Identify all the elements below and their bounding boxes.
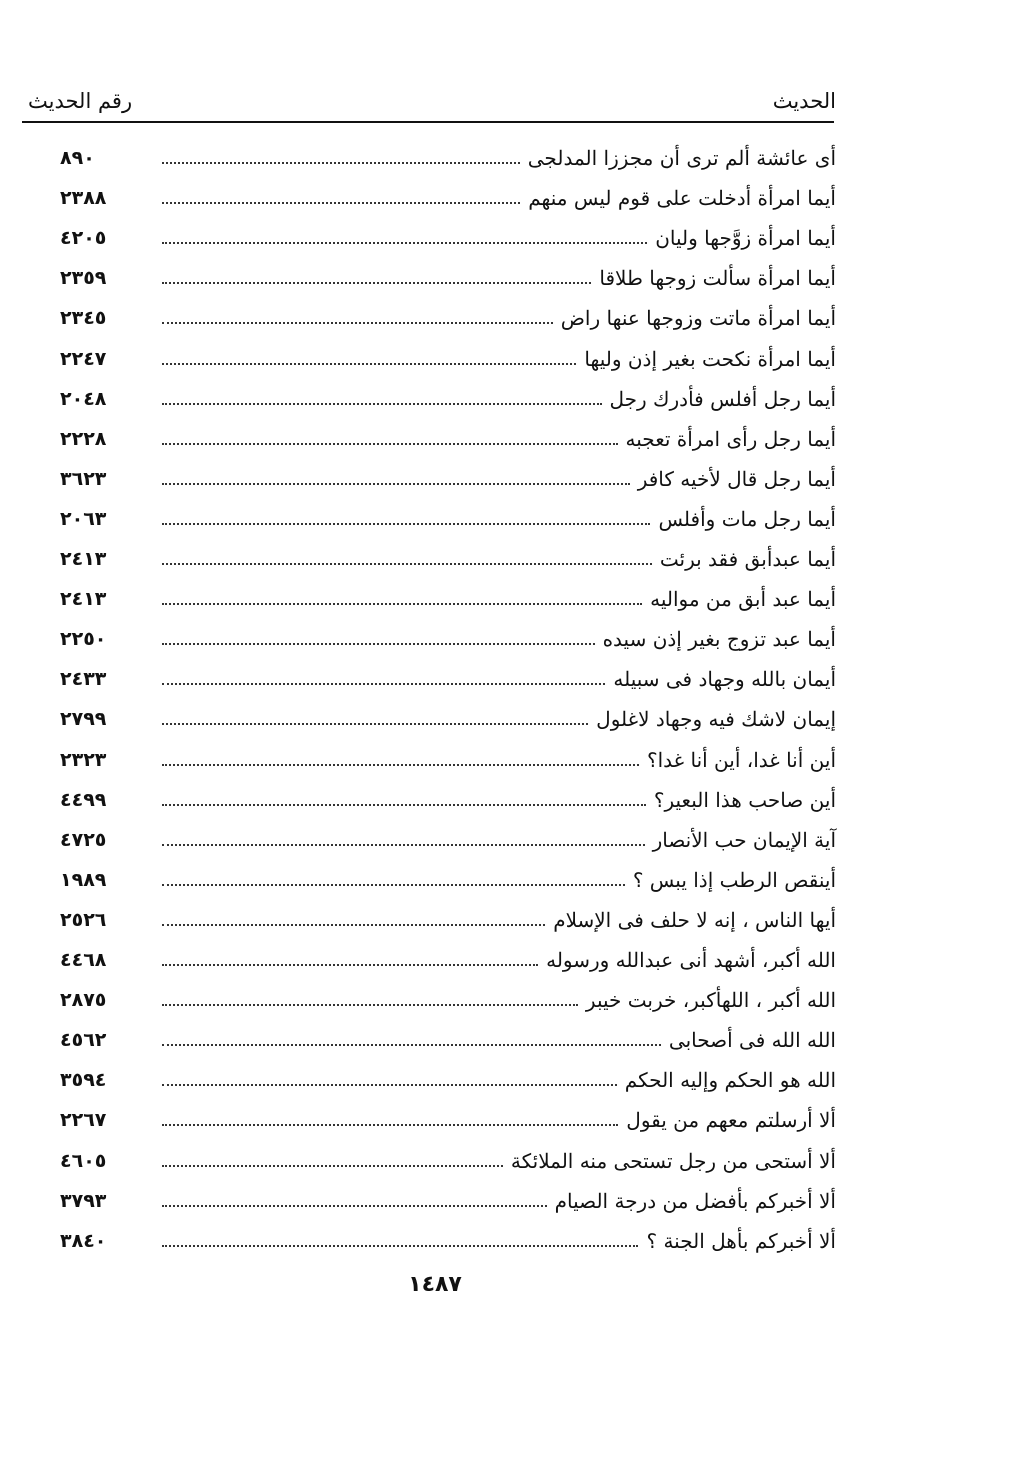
dot-leader: [162, 1124, 618, 1126]
dot-leader: [162, 764, 639, 766]
hadith-number: ٢٢٤٧: [60, 347, 107, 370]
dot-leader: [162, 563, 652, 565]
hadith-number: ٣٨٤٠: [60, 1229, 107, 1252]
index-entry: [60, 900, 836, 940]
hadith-text: أيما امرأة أدخلت على قوم ليس منهم: [528, 186, 836, 211]
dot-leader: [162, 804, 646, 806]
hadith-number: ٤٧٢٥: [60, 828, 107, 851]
hadith-number: ٤٥٦٢: [60, 1029, 107, 1052]
hadith-number: ٢٠٤٨: [60, 387, 107, 410]
hadith-number-column-title: رقم الحديث: [28, 89, 133, 113]
dot-leader: [162, 683, 605, 685]
hadith-number: ٢٣٥٩: [60, 267, 107, 290]
dot-leader: [162, 162, 520, 164]
dot-leader: [162, 603, 642, 605]
hadith-text: ألا أستحى من رجل تستحى منه الملائكة: [510, 1148, 836, 1173]
hadith-text: أيما رجل قال لأخيه كافر: [637, 466, 836, 491]
dot-leader: [162, 242, 647, 244]
hadith-text: أيما عبدأبق فقد برئت: [659, 547, 836, 571]
index-entry: [60, 1020, 836, 1060]
index-entry: [60, 258, 836, 298]
index-entry: [60, 740, 836, 780]
hadith-number: ٢٣٤٥: [60, 307, 107, 330]
index-entry: [60, 499, 836, 539]
hadith-number: ٢٧٩٩: [60, 708, 107, 731]
hadith-text: أيما امرأة سألت زوجها طلاقا: [599, 266, 836, 291]
index-entry: [60, 178, 836, 218]
hadith-column-title: الحديث: [772, 89, 836, 113]
hadith-text: الله أكبر، أشهد أنى عبدالله ورسوله: [546, 948, 836, 972]
dot-leader: [162, 443, 618, 445]
hadith-text: أى عائشة ألم ترى أن مجززا المدلجى: [527, 146, 836, 170]
dot-leader: [162, 1044, 661, 1046]
hadith-text: الله الله فى أصحابى: [668, 1028, 836, 1053]
index-entry: [60, 619, 836, 659]
hadith-text: أين أنا غدا، أين أنا غدا؟: [646, 747, 836, 772]
index-entry: [60, 780, 836, 820]
hadith-text: أيما عبد أبق من مواليه: [650, 587, 836, 612]
index-entry: [60, 539, 836, 579]
hadith-text: أيما رجل أفلس فأدرك رجل: [609, 386, 836, 411]
hadith-number: ٣٧٩٣: [60, 1189, 107, 1212]
hadith-text: الله أكبر ، اللهأكبر، خربت خيبر: [585, 988, 836, 1013]
index-entry: [60, 339, 836, 379]
page-number: ١٤٨٧: [408, 1272, 462, 1297]
hadith-number: ٢٢٥٠: [60, 628, 107, 651]
hadith-text: أيمان بالله وجهاد فى سبيله: [613, 667, 836, 692]
index-entry: [60, 1141, 836, 1181]
index-entry: [60, 980, 836, 1020]
dot-leader: [162, 1004, 578, 1006]
index-entry: [60, 138, 836, 178]
hadith-number: ٢٥٢٦: [60, 908, 107, 931]
index-entry: [60, 298, 836, 338]
hadith-number: ٢٤١٣: [60, 588, 107, 611]
index-entry: [60, 1181, 836, 1221]
index-entry: [60, 699, 836, 739]
index-entry: [60, 860, 836, 900]
dot-leader: [162, 282, 591, 284]
dot-leader: [162, 322, 553, 324]
hadith-number: ٣٦٢٣: [60, 467, 107, 490]
index-entry: [60, 459, 836, 499]
index-entry: [60, 940, 836, 980]
hadith-text: إيمان لاشك فيه وجهاد لاغلول: [596, 707, 836, 732]
index-entry: [60, 419, 836, 459]
hadith-text: أيما رجل رأى امرأة تعجبه: [625, 426, 836, 451]
hadith-number: ٤٦٠٥: [60, 1149, 107, 1172]
dot-leader: [162, 844, 645, 846]
index-entry: [60, 1100, 836, 1140]
hadith-number: ٤٤٦٨: [60, 949, 107, 971]
dot-leader: [162, 964, 538, 966]
dot-leader: [162, 483, 630, 485]
index-entry: [60, 579, 836, 619]
header-rule: [22, 121, 834, 123]
hadith-text: ألا أرسلتم معهم من يقول: [626, 1108, 836, 1133]
hadith-text: أيما عبد تزوج بغير إذن سيده: [602, 627, 836, 652]
dot-leader: [162, 363, 576, 365]
hadith-text: أينقص الرطب إذا يبس ؟: [632, 867, 836, 892]
hadith-text: أيما امرأة زوَّجها وليان: [655, 226, 836, 251]
dot-leader: [162, 523, 650, 525]
index-entry: [60, 659, 836, 699]
hadith-number: ٢٤٣٣: [60, 668, 107, 691]
page-header: [28, 80, 836, 122]
hadith-text: ألا أخبركم بأهل الجنة ؟: [646, 1228, 836, 1253]
hadith-text: ألا أخبركم بأفضل من درجة الصيام: [554, 1188, 836, 1213]
dot-leader: [162, 884, 625, 886]
hadith-number: ١٩٨٩: [60, 868, 107, 891]
index-entry: [60, 218, 836, 258]
hadith-text: أيما رجل مات وأفلس: [658, 506, 836, 531]
dot-leader: [162, 1245, 638, 1247]
hadith-number: ٤٢٠٥: [60, 227, 107, 250]
dot-leader: [162, 202, 520, 204]
hadith-number: ٢٣٢٣: [60, 748, 107, 771]
hadith-text: أيما امرأة نكحت بغير إذن وليها: [584, 346, 836, 371]
hadith-text: الله هو الحكم وإليه الحكم: [624, 1068, 836, 1093]
hadith-number: ٤٤٩٩: [60, 788, 107, 811]
dot-leader: [162, 1165, 503, 1167]
dot-leader: [162, 723, 588, 725]
hadith-number: ٣٥٩٤: [60, 1069, 107, 1092]
index-entry: [60, 379, 836, 419]
index-entry: [60, 820, 836, 860]
index-entry: [60, 1221, 836, 1261]
hadith-number: ٢٨٧٥: [60, 989, 107, 1012]
hadith-number: ٨٩٠: [60, 147, 95, 169]
hadith-text: آية الإيمان حب الأنصار: [652, 827, 836, 852]
hadith-number: ٢٠٦٣: [60, 507, 107, 530]
hadith-text: أيها الناس ، إنه لا حلف فى الإسلام: [553, 907, 836, 932]
hadith-number: ٢٢٢٨: [60, 427, 107, 450]
hadith-number: ٢٣٨٨: [60, 187, 107, 210]
hadith-text: أيما امرأة ماتت وزوجها عنها راض: [560, 306, 836, 331]
dot-leader: [162, 403, 602, 405]
dot-leader: [162, 643, 595, 645]
hadith-number: ٢٤١٣: [60, 548, 107, 570]
dot-leader: [162, 1205, 547, 1207]
dot-leader: [162, 1084, 617, 1086]
dot-leader: [162, 924, 545, 926]
hadith-text: أين صاحب هذا البعير؟: [653, 787, 836, 812]
hadith-number: ٢٢٦٧: [60, 1109, 107, 1132]
index-entry: [60, 1060, 836, 1100]
